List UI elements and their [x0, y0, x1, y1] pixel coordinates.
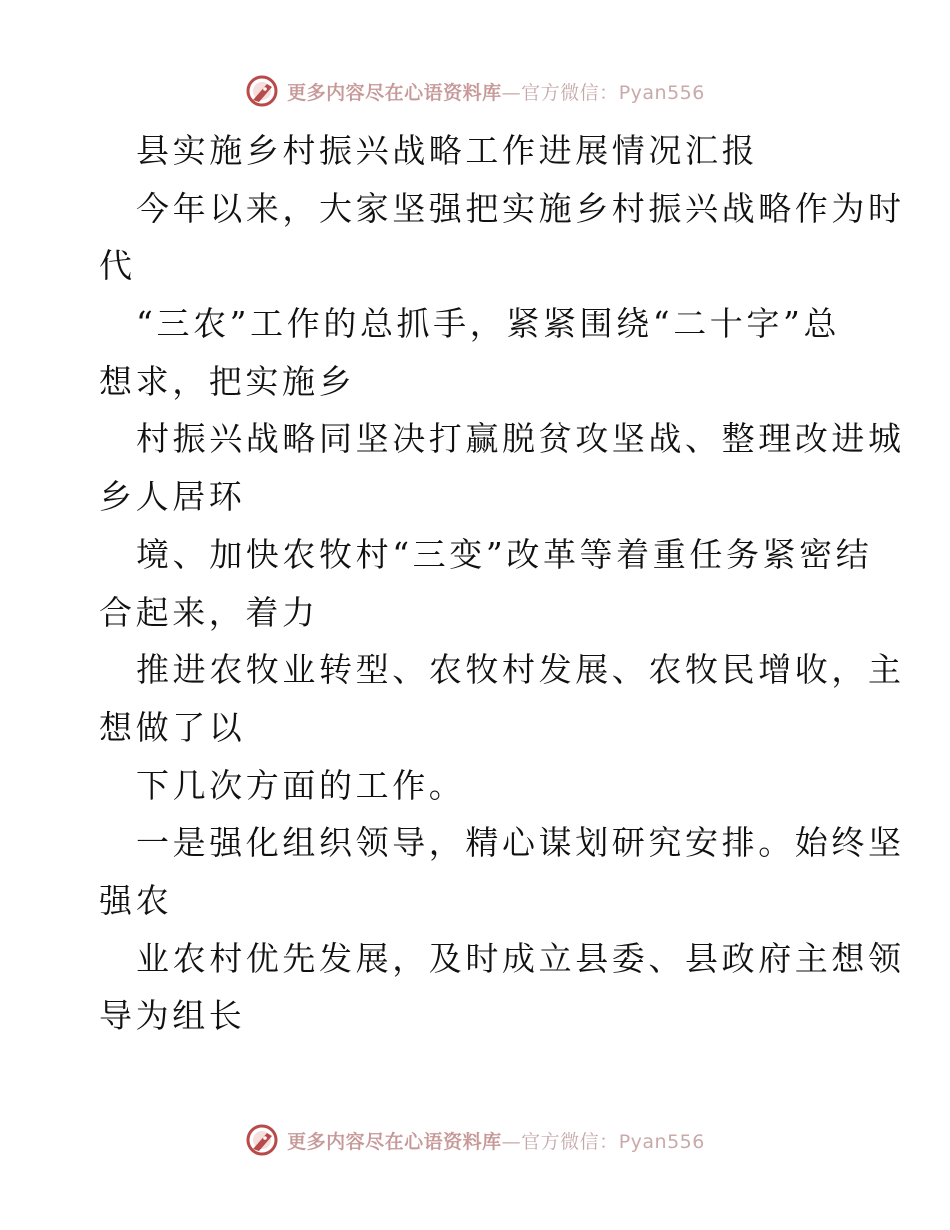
text-line: 今年以来，大家坚强把实施乡村振兴战略作为时 — [136, 188, 905, 228]
text-line: 代 — [99, 246, 136, 286]
document-body — [99, 122, 905, 1045]
text-line: 业农村优先发展，及时成立县委、县政府主想领 — [136, 938, 905, 978]
watermark-brand: 更多内容尽在心语资料库 — [287, 1130, 502, 1153]
pen-nib-logo-icon — [245, 1123, 279, 1157]
watermark-account: Pyan556 — [618, 81, 705, 104]
watermark-separator: —官方微信： — [501, 1130, 619, 1153]
text-line: 导为组长 — [99, 996, 246, 1036]
watermark-text — [287, 78, 705, 105]
watermark-text — [287, 1127, 705, 1154]
text-line: 下几次方面的工作。 — [136, 765, 466, 805]
text-line: 村振兴战略同坚决打赢脱贫攻坚战、整理改进城 — [136, 419, 905, 459]
text-line: 想做了以 — [99, 707, 246, 747]
text-line: 合起来，着力 — [99, 592, 319, 632]
text-line: 乡人居环 — [99, 477, 246, 517]
text-line: 境、加快农牧村“三变”改革等着重任务紧密结 — [136, 534, 873, 574]
footer-watermark — [0, 1120, 950, 1160]
watermark-separator: —官方微信： — [501, 81, 619, 104]
text-line: 想求，把实施乡 — [99, 361, 356, 401]
watermark-brand: 更多内容尽在心语资料库 — [287, 81, 502, 104]
text-line: 一是强化组织领导，精心谋划研究安排。始终坚 — [136, 823, 905, 863]
text-line: 强农 — [99, 880, 173, 920]
document-title: 县实施乡村振兴战略工作进展情况汇报 — [136, 131, 759, 170]
pen-nib-logo-icon — [245, 74, 279, 108]
header-watermark — [0, 71, 950, 111]
text-line: “三农”工作的总抓手，紧紧围绕“二十字”总 — [136, 304, 841, 344]
text-line: 推进农牧业转型、农牧村发展、农牧民增收，主 — [136, 650, 905, 690]
watermark-account: Pyan556 — [618, 1130, 705, 1153]
